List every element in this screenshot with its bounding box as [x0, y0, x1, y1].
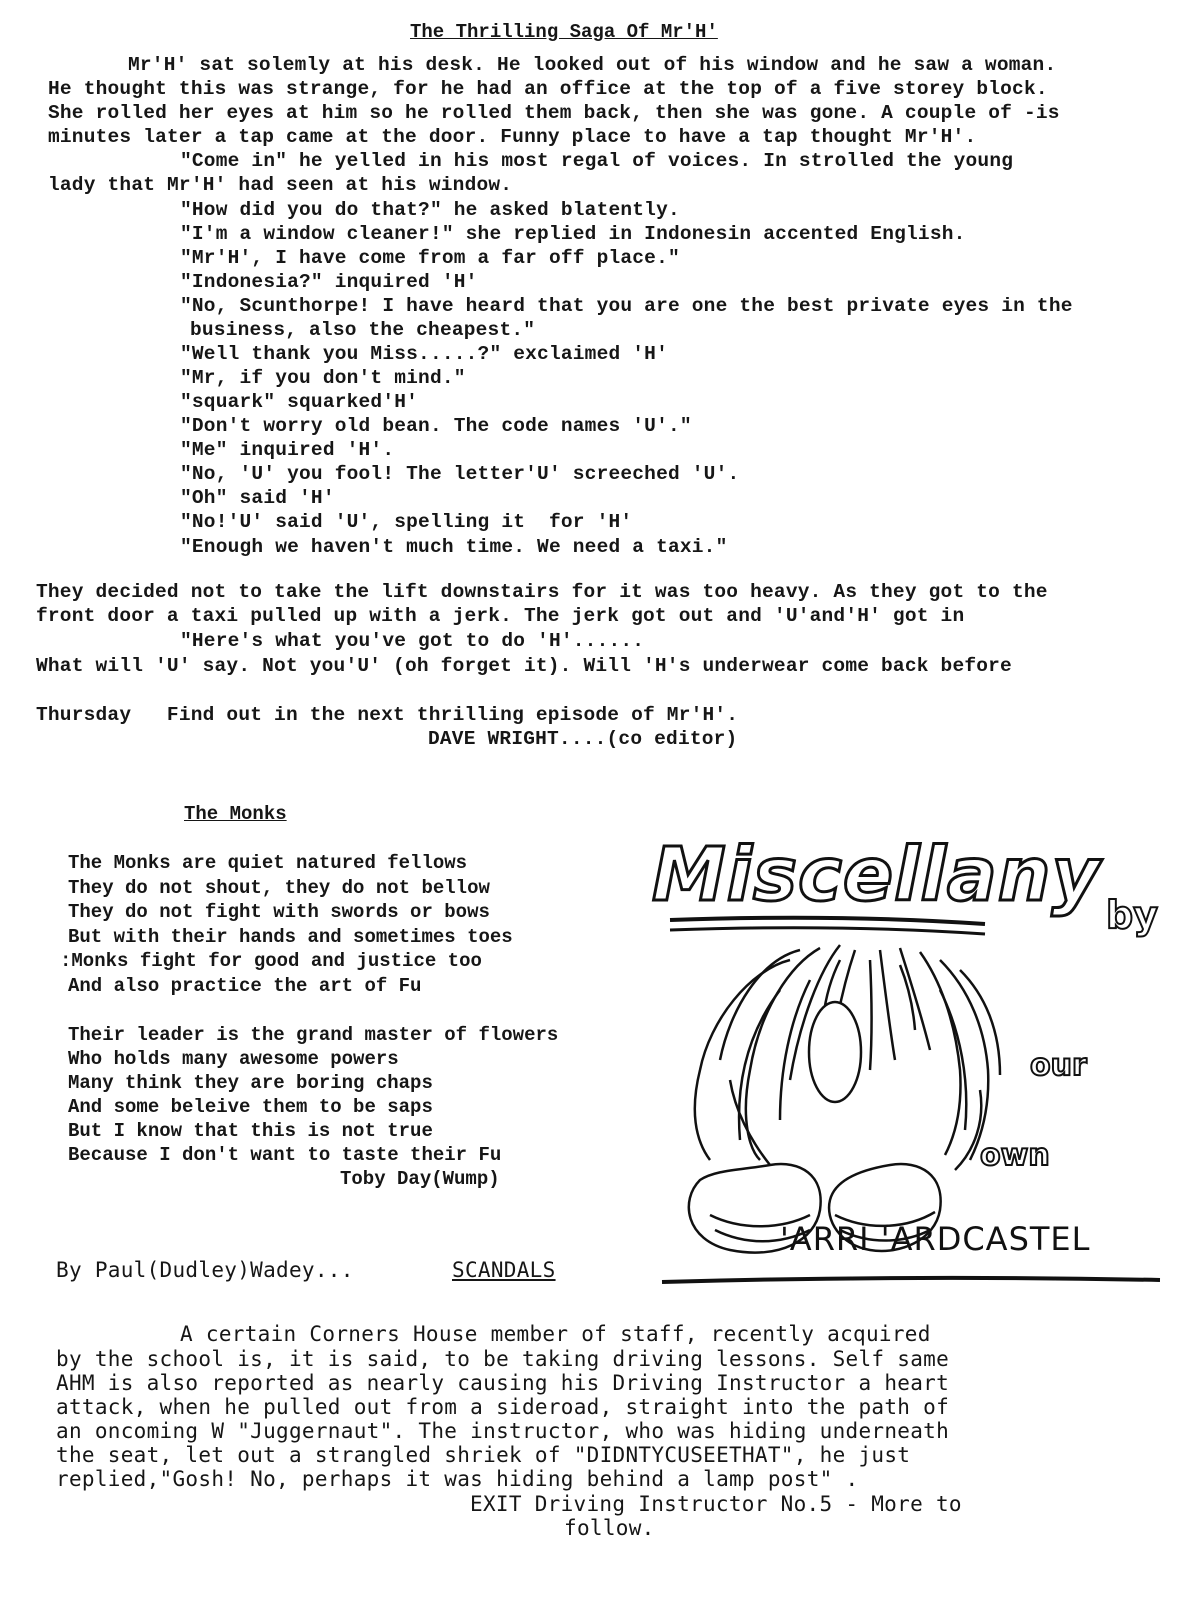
scandals-line: follow. — [564, 1516, 655, 1540]
saga-line: "Indonesia?" inquired 'H' — [180, 271, 478, 293]
saga-line: business, also the cheapest." — [190, 319, 536, 341]
scandals-title: SCANDALS — [452, 1258, 556, 1282]
poem-line: And also practice the art of Fu — [68, 975, 422, 997]
poem-line: The Monks are quiet natured fellows — [68, 852, 468, 874]
scandals-line: AHM is also reported as nearly causing his Driving Instructor a heart — [56, 1371, 950, 1395]
saga-line: "Here's what you've got to do 'H'...... — [180, 630, 645, 652]
saga-line: "Oh" said 'H' — [180, 487, 335, 509]
poem-line: Many think they are boring chaps — [68, 1072, 433, 1094]
poem-line: :Monks fight for good and justice too — [60, 950, 482, 972]
poem-line: But with their hands and sometimes toes — [68, 926, 513, 948]
saga-line: "I'm a window cleaner!" she replied in Indonesin accented English. — [180, 223, 966, 245]
poem-line: Who holds many awesome powers — [68, 1048, 399, 1070]
scandals-line: A certain Corners House member of staff, recently acquired — [180, 1322, 931, 1346]
saga-line: "Me" inquired 'H'. — [180, 439, 395, 461]
saga-author: DAVE WRIGHT....(co editor) — [428, 728, 738, 750]
saga-line: front door a taxi pulled up with a jerk. The jerk got out and 'U'and'H' got in — [36, 605, 965, 627]
monks-title: The Monks — [184, 803, 287, 825]
poem-line: Because I don't want to taste their Fu — [68, 1144, 502, 1166]
scandals-byline: By Paul(Dudley)Wadey... — [56, 1258, 354, 1282]
poem-line: And some beleive them to be saps — [68, 1096, 433, 1118]
poem-line: But I know that this is not true — [68, 1120, 433, 1142]
miscellany-illustration — [640, 820, 1180, 1310]
saga-title: The Thrilling Saga Of Mr'H' — [410, 21, 718, 43]
saga-line: "No!'U' said 'U', spelling it for 'H' — [180, 511, 633, 533]
saga-line: Mr'H' sat solemly at his desk. He looked out of his window and he saw a woman. — [128, 54, 1057, 76]
scandals-line: EXIT Driving Instructor No.5 - More to — [470, 1492, 962, 1516]
saga-line: "Enough we haven't much time. We need a taxi." — [180, 536, 728, 558]
saga-line: What will 'U' say. Not you'U' (oh forget it). Will 'H's underwear come back before — [36, 655, 1012, 677]
saga-line: "Mr, if you don't mind." — [180, 367, 466, 389]
title-underline — [670, 918, 985, 924]
saga-line: "How did you do that?" he asked blatently. — [180, 199, 680, 221]
saga-line: lady that Mr'H' had seen at his window. — [48, 174, 513, 196]
miscellany-our: our — [1030, 1048, 1087, 1083]
scandals-line: by the school is, it is said, to be taking driving lessons. Self same — [56, 1347, 950, 1371]
miscellany-by: by — [1106, 893, 1158, 937]
poem-line: They do not fight with swords or bows — [68, 901, 490, 923]
scandals-line: the seat, let out a strangled shriek of "DIDNTYCUSEETHAT", he just — [56, 1443, 911, 1467]
scandals-line: replied,"Gosh! No, perhaps it was hiding behind a lamp post" . — [56, 1467, 859, 1491]
saga-line: "Don't worry old bean. The code names 'U'." — [180, 415, 692, 437]
miscellany-name: 'ARRI 'ARDCASTEL — [780, 1220, 1091, 1258]
poem-line: Their leader is the grand master of flowers — [68, 1024, 559, 1046]
bottom-rule — [662, 1278, 1160, 1282]
miscellany-title: Miscellany — [652, 832, 1101, 918]
title-underline — [670, 928, 985, 934]
saga-line: Thursday Find out in the next thrilling episode of Mr'H'. — [36, 704, 739, 726]
saga-line: minutes later a tap came at the door. Funny place to have a tap thought Mr'H'. — [48, 126, 977, 148]
saga-line: "squark" squarked'H' — [180, 391, 419, 413]
saga-line: She rolled her eyes at him so he rolled them back, then she was gone. A couple of -is — [48, 102, 1060, 124]
poem-line: They do not shout, they do not bellow — [68, 877, 490, 899]
saga-line: "Well thank you Miss.....?" exclaimed 'H' — [180, 343, 668, 365]
poem-author: Toby Day(Wump) — [340, 1168, 500, 1190]
scandals-line: an oncoming W "Juggernaut". The instructor, who was hiding underneath — [56, 1419, 950, 1443]
saga-line: "No, 'U' you fool! The letter'U' screeched 'U'. — [180, 463, 740, 485]
saga-line: "No, Scunthorpe! I have heard that you are one the best private eyes in the — [180, 295, 1073, 317]
saga-line: "Mr'H', I have come from a far off place." — [180, 247, 680, 269]
saga-line: They decided not to take the lift downstairs for it was too heavy. As they got to the — [36, 581, 1048, 603]
miscellany-own: own — [980, 1138, 1050, 1173]
saga-line: He thought this was strange, for he had an office at the top of a five storey block. — [48, 78, 1048, 100]
saga-line: "Come in" he yelled in his most regal of voices. In strolled the young — [180, 150, 1014, 172]
hairy-creature-icon — [689, 945, 1000, 1253]
scandals-line: attack, when he pulled out from a sideroad, straight into the path of — [56, 1395, 950, 1419]
